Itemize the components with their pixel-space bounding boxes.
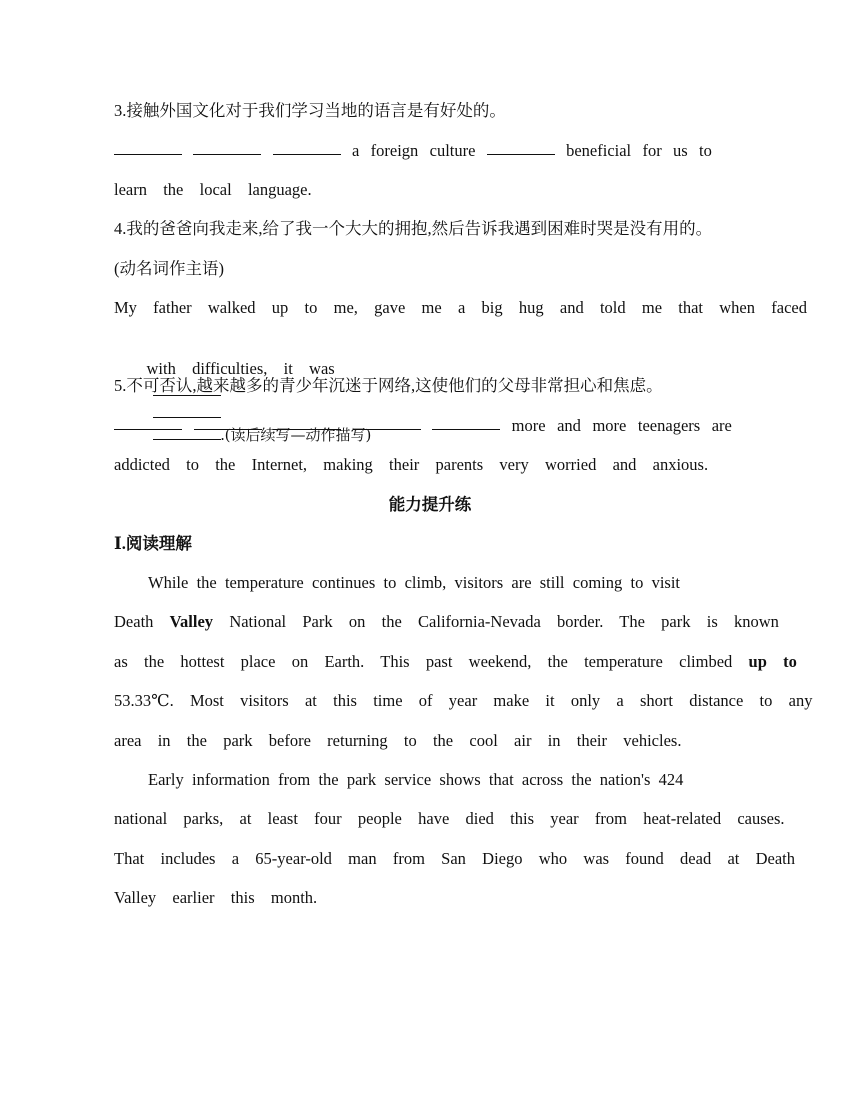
bold-phrase: up to bbox=[748, 652, 797, 671]
answer-blank[interactable] bbox=[273, 415, 341, 430]
q4-period: . bbox=[220, 425, 225, 444]
word: culture bbox=[429, 141, 476, 160]
word: foreign bbox=[370, 141, 419, 160]
q5-chinese: 5.不可否认,越来越多的青少年沉迷于网络,这使他们的父母非常担心和焦虑。 bbox=[114, 376, 663, 395]
passage-p2-line4: Valley earlier this month. bbox=[114, 888, 318, 907]
q4-writing-note: (读后续写—动作描写) bbox=[224, 426, 372, 444]
q4-prefix: with difficulties, it was bbox=[146, 359, 335, 378]
bold-word: Valley bbox=[169, 612, 214, 631]
word: us bbox=[673, 141, 688, 160]
word: for bbox=[642, 141, 662, 160]
passage-p1-line5: area in the park before returning to the cool air in their vehicles. bbox=[114, 731, 682, 750]
q4-note: (动名词作主语) bbox=[114, 259, 224, 278]
word: and bbox=[557, 416, 581, 435]
word: a bbox=[351, 141, 360, 160]
q3-english-line1 bbox=[114, 140, 712, 162]
passage-p1-line1: While the temperature continues to climb, visitors are still coming to visit bbox=[148, 573, 681, 592]
answer-blank[interactable] bbox=[193, 140, 261, 155]
q4-chinese: 4.我的爸爸向我走来,给了我一个大大的拥抱,然后告诉我遇到困难时哭是没有用的。 bbox=[114, 219, 713, 238]
answer-blank[interactable] bbox=[353, 415, 421, 430]
answer-blank[interactable] bbox=[114, 140, 182, 155]
word: beneficial bbox=[566, 141, 632, 160]
passage-p2-line1: Early information from the park service shows that across the nation's 424 bbox=[148, 770, 684, 789]
q4-english-line2 bbox=[114, 336, 734, 468]
q3-chinese: 3.接触外国文化对于我们学习当地的语言是有好处的。 bbox=[114, 101, 506, 120]
answer-blank[interactable] bbox=[487, 140, 555, 155]
word: more bbox=[592, 416, 627, 435]
word: to bbox=[699, 141, 712, 160]
passage-p1-line2 bbox=[114, 611, 779, 633]
answer-blank[interactable] bbox=[432, 415, 500, 430]
passage-p1-line3 bbox=[114, 651, 797, 673]
word: teenagers bbox=[637, 416, 701, 435]
reading-section-title: Ⅰ.阅读理解 bbox=[114, 534, 192, 553]
word: more bbox=[511, 416, 546, 435]
word: are bbox=[711, 416, 732, 435]
answer-blank[interactable] bbox=[194, 415, 262, 430]
answer-blank[interactable] bbox=[114, 415, 182, 430]
passage-p2-line2: national parks, at least four people have died this year from heat-related causes. bbox=[114, 809, 785, 828]
q3-english-line2: learn the local language. bbox=[114, 180, 312, 199]
answer-blank[interactable] bbox=[273, 140, 341, 155]
q5-english-line2: addicted to the Internet, making their parents very worried and anxious. bbox=[114, 455, 709, 474]
text-run: National Park on the California-Nevada border. The park is known bbox=[229, 612, 779, 631]
text-run: as the hottest place on Earth. This past weekend, the temperature climbed bbox=[114, 652, 733, 671]
section-heading: 能力提升练 bbox=[388, 495, 472, 514]
q4-english-line1: My father walked up to me, gave me a big hug and told me that when faced bbox=[114, 298, 807, 317]
passage-p1-line4: 53.33℃. Most visitors at this time of year make it only a short distance to any bbox=[114, 691, 813, 710]
q5-english-line1 bbox=[114, 415, 732, 437]
word: Death bbox=[114, 612, 154, 631]
passage-p2-line3: That includes a 65-year-old man from San Diego who was found dead at Death bbox=[114, 849, 796, 868]
